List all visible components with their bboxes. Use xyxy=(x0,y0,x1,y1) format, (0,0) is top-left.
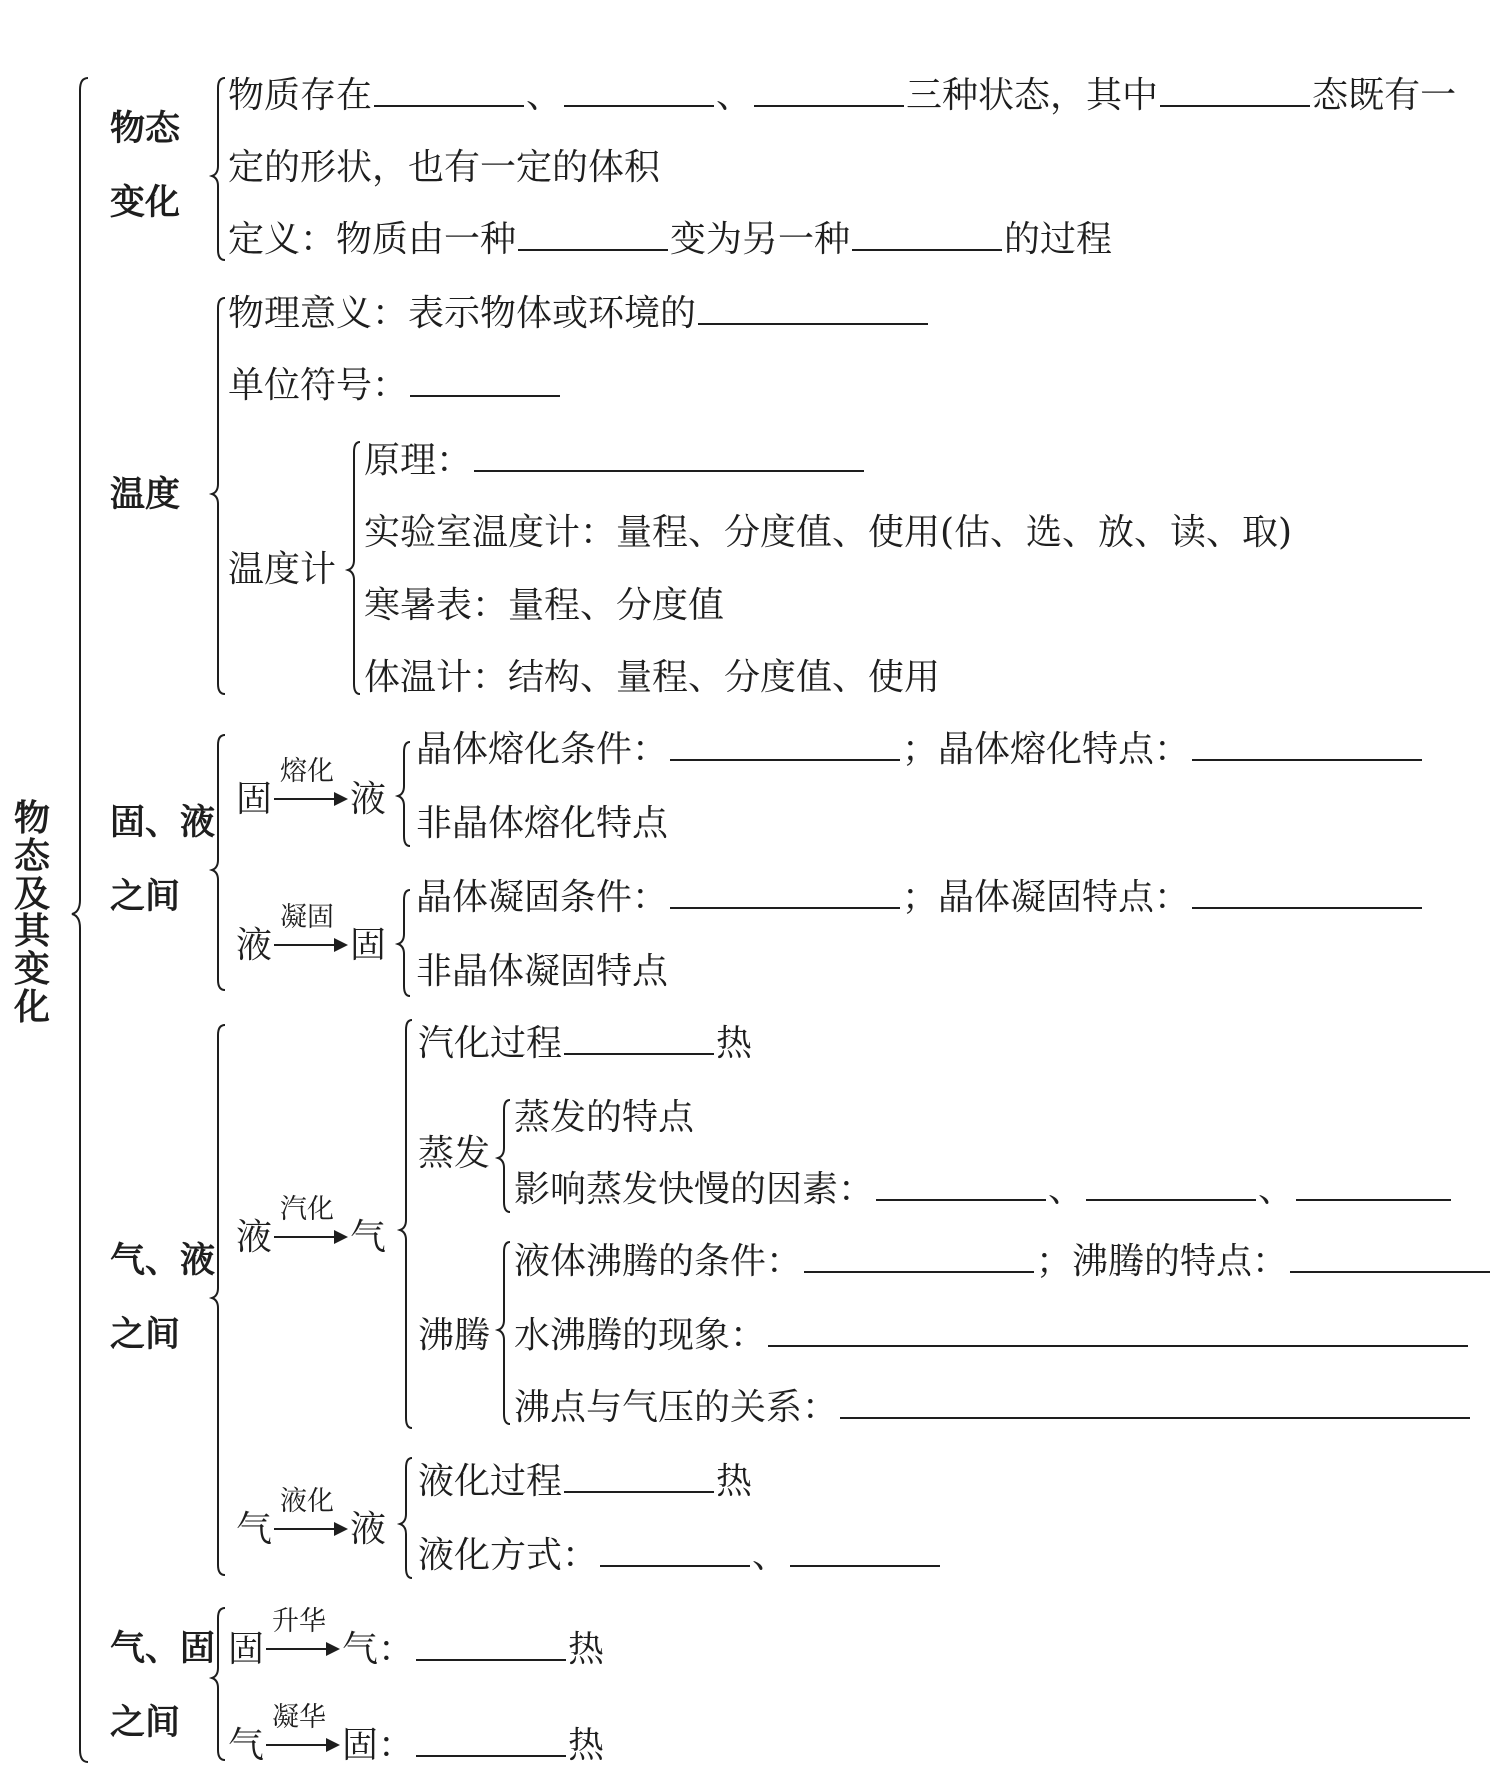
answer-blank[interactable] xyxy=(670,906,900,909)
lab-thermometer: 实验室温度计：量程、分度值、使用(估、选、放、读、取) xyxy=(364,512,1293,553)
sub-label: 升华 xyxy=(272,1606,326,1637)
brace-gas-liquid xyxy=(212,1025,225,1575)
heading-solid-liquid-2: 之间 xyxy=(110,877,181,917)
answer-blank[interactable] xyxy=(754,104,904,107)
brace-solid-liquid xyxy=(212,735,225,990)
heading-state-change-1: 物态 xyxy=(110,109,181,149)
cond-arrow xyxy=(274,1528,346,1530)
melt-from: 固 xyxy=(236,779,273,820)
temperature-meaning: 物理意义：表示物体或环境的 xyxy=(228,296,930,332)
thermometer-principle: 原理： xyxy=(364,443,866,479)
vapor-from: 液 xyxy=(236,1217,273,1258)
melt-amorphous: 非晶体熔化特点 xyxy=(416,803,669,844)
brace-evaporation xyxy=(498,1100,510,1212)
answer-blank[interactable] xyxy=(564,1052,714,1055)
heading-gas-liquid-1: 气、液 xyxy=(110,1241,216,1281)
freeze-amorphous: 非晶体凝固特点 xyxy=(416,951,669,992)
brace-condense xyxy=(400,1458,412,1578)
answer-blank[interactable] xyxy=(374,104,524,107)
answer-blank[interactable] xyxy=(518,248,668,251)
answer-blank[interactable] xyxy=(1296,1198,1451,1201)
answer-blank[interactable] xyxy=(840,1416,1470,1419)
liquefy-process: 液化过程 热 xyxy=(418,1461,753,1502)
answer-blank[interactable] xyxy=(564,104,714,107)
heading-gas-liquid-2: 之间 xyxy=(110,1315,181,1355)
clinical-thermometer: 体温计：结构、量程、分度值、使用 xyxy=(364,657,941,698)
temperature-unit: 单位符号： xyxy=(228,368,562,404)
thermometer-label: 温度计 xyxy=(228,549,337,590)
freeze-from: 液 xyxy=(236,925,273,966)
answer-blank[interactable] xyxy=(1086,1198,1256,1201)
root-title xyxy=(12,800,52,1027)
answer-blank[interactable] xyxy=(600,1564,750,1567)
answer-blank[interactable] xyxy=(564,1490,714,1493)
heading-temperature: 温度 xyxy=(110,475,181,515)
answer-blank[interactable] xyxy=(1160,104,1310,107)
root-title-char: 其 xyxy=(13,911,50,953)
answer-blank[interactable] xyxy=(416,1658,566,1661)
answer-blank[interactable] xyxy=(1192,758,1422,761)
cond-label: 液化 xyxy=(280,1486,334,1517)
melt-arrow xyxy=(274,798,346,800)
root-title-char: 及 xyxy=(13,873,50,915)
answer-blank[interactable] xyxy=(698,322,928,325)
brace-freeze xyxy=(398,890,410,996)
liquefy-method: 液化方式： 、 xyxy=(418,1538,942,1574)
heading-solid-liquid-1: 固、液 xyxy=(110,803,216,843)
boiling-pressure: 沸点与气压的关系： xyxy=(514,1390,1472,1426)
brace-boiling xyxy=(498,1242,510,1424)
heading-state-change-2: 变化 xyxy=(110,183,181,223)
min-max-thermometer: 寒暑表：量程、分度值 xyxy=(364,585,725,626)
heading-gas-solid-2: 之间 xyxy=(110,1703,181,1743)
answer-blank[interactable] xyxy=(876,1198,1046,1201)
melt-condition: 晶体熔化条件： ；晶体熔化特点： xyxy=(416,732,1424,768)
dep-arrow xyxy=(266,1744,338,1746)
vapor-label: 汽化 xyxy=(280,1194,334,1225)
sub-result: 气： 热 xyxy=(342,1629,605,1670)
root-brace xyxy=(72,78,88,1762)
evaporation-factors: 影响蒸发快慢的因素： 、 、 xyxy=(514,1172,1453,1208)
vaporize-process: 汽化过程 热 xyxy=(418,1023,753,1064)
brace-thermometer xyxy=(348,442,360,694)
vapor-to: 气 xyxy=(350,1217,387,1258)
answer-blank[interactable] xyxy=(474,469,864,472)
dep-label: 凝华 xyxy=(272,1702,326,1733)
answer-blank[interactable] xyxy=(790,1564,940,1567)
answer-blank[interactable] xyxy=(416,1754,566,1757)
brace-temperature xyxy=(212,298,225,694)
melt-label: 熔化 xyxy=(280,756,334,787)
answer-blank[interactable] xyxy=(768,1344,1468,1347)
boiling-phenomenon: 水沸腾的现象： xyxy=(514,1318,1470,1354)
boiling-label: 沸腾 xyxy=(418,1315,491,1356)
boiling-condition: 液体沸腾的条件： ；沸腾的特点： xyxy=(514,1244,1492,1280)
answer-blank[interactable] xyxy=(410,394,560,397)
dep-result: 固： 热 xyxy=(342,1725,605,1766)
answer-blank[interactable] xyxy=(670,758,900,761)
sub-from: 固 xyxy=(228,1629,265,1670)
melt-to: 液 xyxy=(350,779,387,820)
cond-to: 液 xyxy=(350,1509,387,1550)
answer-blank[interactable] xyxy=(852,248,1002,251)
answer-blank[interactable] xyxy=(1290,1270,1490,1273)
brace-state-change xyxy=(212,78,225,260)
state-definition: 定义：物质由一种 变为另一种 的过程 xyxy=(228,219,1113,260)
cond-from: 气 xyxy=(236,1509,273,1550)
root-title-char: 物 xyxy=(13,798,50,839)
evaporation-label: 蒸发 xyxy=(418,1133,491,1174)
freeze-arrow xyxy=(274,944,346,946)
state-line-1: 物质存在 、 、 三种状态，其中 态既有一 xyxy=(228,75,1457,116)
freeze-label: 凝固 xyxy=(280,902,334,933)
root-title-char: 态 xyxy=(13,835,50,877)
dep-from: 气 xyxy=(228,1725,265,1766)
state-line-2: 定的形状，也有一定的体积 xyxy=(228,147,661,188)
answer-blank[interactable] xyxy=(804,1270,1034,1273)
heading-gas-solid-1: 气、固 xyxy=(110,1629,216,1669)
root-title-char: 化 xyxy=(13,986,50,1028)
freeze-condition: 晶体凝固条件： ；晶体凝固特点： xyxy=(416,880,1424,916)
sub-arrow xyxy=(266,1648,338,1650)
answer-blank[interactable] xyxy=(1192,906,1422,909)
root-title-char: 变 xyxy=(13,949,50,991)
brace-melt xyxy=(398,742,410,846)
vapor-arrow xyxy=(274,1236,346,1238)
evaporation-features: 蒸发的特点 xyxy=(514,1097,695,1138)
freeze-to: 固 xyxy=(350,925,387,966)
brace-vaporize xyxy=(400,1020,412,1428)
